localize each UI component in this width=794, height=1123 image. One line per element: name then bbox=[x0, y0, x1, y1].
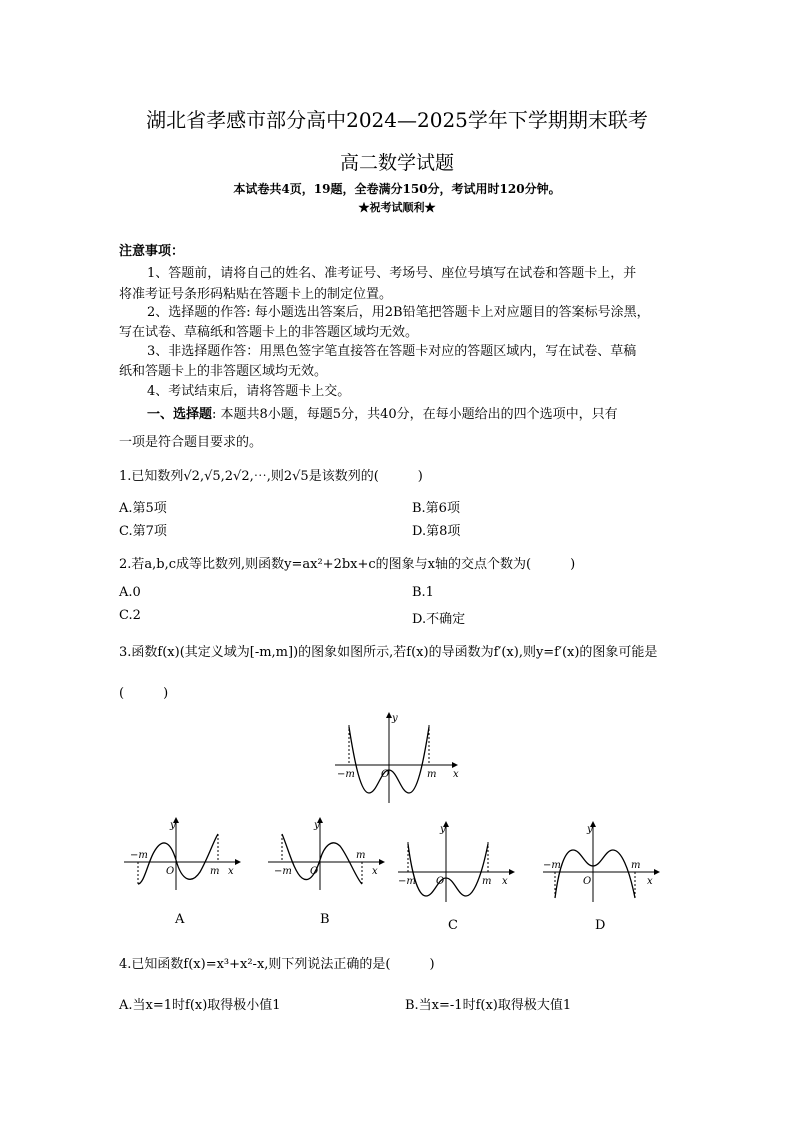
note-4: 4、考试结束后，请将答题卡上交。 bbox=[147, 384, 351, 399]
y-label: y bbox=[392, 713, 398, 724]
q1-option-c: C.第7项 bbox=[119, 524, 167, 539]
neg-m-label: −m bbox=[398, 876, 416, 887]
note-2b: 写在试卷、草稿纸和答题卡上的非答题区域均无效。 bbox=[119, 325, 419, 340]
q1-option-d: D.第8项 bbox=[412, 524, 461, 539]
main-graph bbox=[325, 705, 465, 805]
curve bbox=[282, 834, 362, 884]
notes-heading: 注意事项： bbox=[119, 244, 185, 259]
origin-label: O bbox=[436, 876, 445, 887]
note-1b: 将准考证号条形码粘贴在答题卡上的制定位置。 bbox=[119, 287, 393, 302]
option-c-graph bbox=[392, 818, 522, 904]
option-d-graph bbox=[537, 818, 667, 904]
option-a-graph bbox=[118, 812, 248, 892]
m-label: m bbox=[631, 860, 641, 871]
curve bbox=[408, 844, 488, 896]
neg-m-label: −m bbox=[337, 769, 355, 780]
q3-stem: 3.函数f(x)(其定义域为[-m,m])的图象如图所示,若f(x)的导函数为f′(x),则y=f′(x)的图象可能是 bbox=[119, 645, 658, 660]
x-label: x bbox=[647, 876, 653, 887]
neg-m-label: −m bbox=[543, 860, 561, 871]
option-b-graph bbox=[262, 812, 392, 892]
exam-subtitle: 高二数学试题 bbox=[339, 152, 454, 174]
curve bbox=[138, 834, 218, 884]
y-label: y bbox=[587, 824, 593, 835]
origin-label: O bbox=[310, 866, 319, 877]
note-3b: 纸和答题卡上的非答题区域均无效。 bbox=[119, 364, 328, 379]
q2-stem: 2.若a,b,c成等比数列,则函数y=ax²+2bx+c的图象与x轴的交点个数为( ) bbox=[119, 557, 576, 572]
y-label: y bbox=[170, 820, 176, 831]
q2-option-a: A.0 bbox=[119, 585, 141, 600]
section1-text-b: 一项是符合题目要求的。 bbox=[119, 435, 263, 450]
note-3a: 3、非选择题作答：用黑色签字笔直接答在答题卡对应的答题区域内，写在试卷、草稿 bbox=[147, 344, 637, 359]
origin-label: O bbox=[166, 866, 175, 877]
q2-option-c: C.2 bbox=[119, 608, 141, 623]
q2-option-b: B.1 bbox=[412, 585, 434, 600]
q1-option-b: B.第6项 bbox=[412, 501, 460, 516]
note-1a: 1、答题前，请将自己的姓名、准考证号、考场号、座位号填写在试卷和答题卡上，并 bbox=[147, 266, 637, 281]
option-c-label: C bbox=[448, 918, 458, 933]
q1-option-a: A.第5项 bbox=[119, 501, 167, 516]
neg-m-label: −m bbox=[274, 866, 292, 877]
note-2a: 2、选择题的作答: 每小题选出答案后，用2B铅笔把答题卡上对应题目的答案标号涂黑， bbox=[147, 305, 650, 320]
m-label: m bbox=[482, 876, 492, 887]
origin-label: O bbox=[583, 876, 592, 887]
x-label: x bbox=[372, 866, 378, 877]
m-label: m bbox=[427, 769, 437, 780]
m-label: m bbox=[356, 850, 366, 861]
y-label: y bbox=[314, 820, 320, 831]
q2-option-d: D.不确定 bbox=[412, 612, 466, 627]
exam-title: 湖北省孝感市部分高中2024—2025学年下学期期末联考 bbox=[146, 108, 648, 132]
q4-option-a: A.当x=1时f(x)取得极小值1 bbox=[119, 998, 281, 1013]
q3-paren: ( ) bbox=[119, 686, 169, 701]
x-label: x bbox=[502, 876, 508, 887]
x-label: x bbox=[228, 866, 234, 877]
x-label: x bbox=[453, 769, 459, 780]
y-label: y bbox=[440, 824, 446, 835]
exam-wish: ★祝考试顺利★ bbox=[358, 201, 436, 214]
m-label: m bbox=[210, 866, 220, 877]
neg-m-label: −m bbox=[130, 850, 148, 861]
section1-line1 bbox=[147, 403, 618, 422]
origin-label: O bbox=[381, 769, 390, 780]
curve bbox=[555, 850, 635, 898]
option-d-label: D bbox=[595, 918, 606, 933]
option-b-label: B bbox=[320, 912, 330, 927]
q4-stem: 4.已知函数f(x)=x³+x²-x,则下列说法正确的是( ) bbox=[119, 957, 435, 972]
option-a-label: A bbox=[175, 912, 185, 927]
q4-option-b: B.当x=-1时f(x)取得极大值1 bbox=[405, 998, 572, 1013]
q1-stem: 1.已知数列√2,√5,2√2,⋯,则2√5是该数列的( ) bbox=[119, 469, 423, 484]
exam-info: 本试卷共4页，19题，全卷满分150分，考试用时120分钟。 bbox=[233, 182, 561, 196]
section1-heading: 一、选择题 bbox=[147, 407, 213, 422]
section1-text-a: : 本题共8小题，每题5分，共40分，在每小题给出的四个选项中，只有 bbox=[212, 407, 618, 422]
